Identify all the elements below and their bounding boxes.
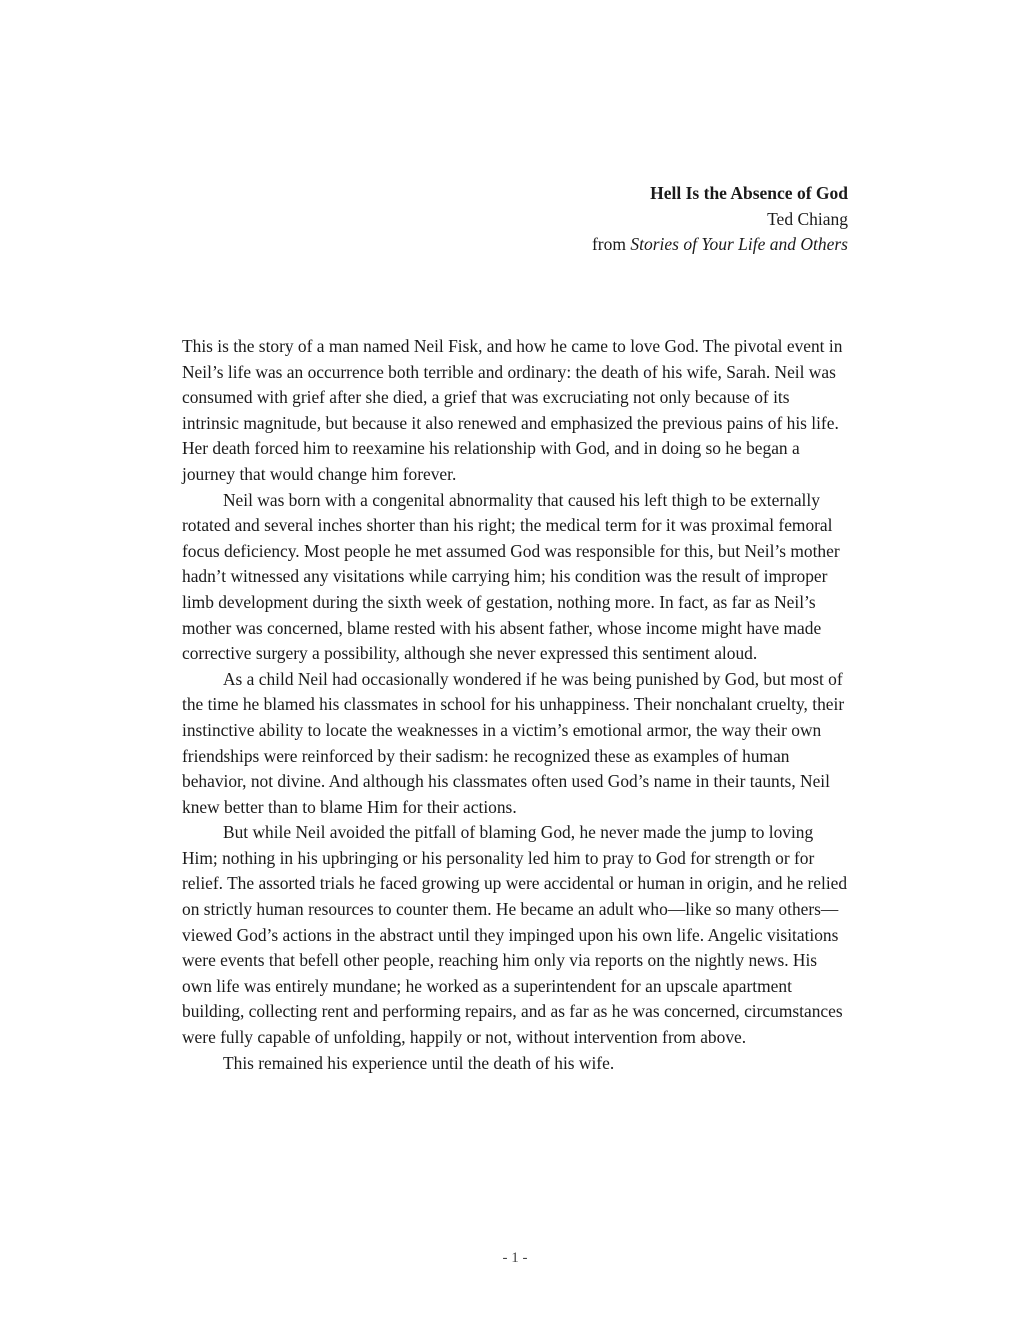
source-book-title: Stories of Your Life and Others	[630, 234, 848, 254]
source-prefix: from	[591, 234, 631, 254]
story-title: Hell Is the Absence of God	[650, 183, 848, 203]
paragraph-1: This is the story of a man named Neil Fisk, and how he came to love God. The pivotal event in Neil’s life was an occurrence both terrible and ordinary: the death of his wife, Sarah. Neil was consumed with grief after she died, a grief that was excruciating not only because of its intrinsic magnitude, but because it also renewed and emphasized the previous pains of his life. Her death forced him to reexamine his relationship with God, and in doing so he began a journey that would change him forever.	[182, 336, 843, 484]
paragraph-3: As a child Neil had occasionally wondered if he was being punished by God, but most of the time he blamed his classmates in school for his unhappiness. Their nonchalant cruelty, their instinctive ability to locate the weaknesses in a victim’s emotional armor, the way their own friendships were reinforced by their sadism: he recognized these as examples of human behavior, not divine. And although his classmates often used God’s name in their taunts, Neil knew better than to blame Him for their actions.	[182, 668, 845, 817]
page-number: - 1 -	[502, 1250, 528, 1266]
story-heading	[592, 181, 848, 258]
paragraph-5: This remained his experience until the death of his wife.	[223, 1052, 615, 1073]
story-author: Ted Chiang	[767, 208, 848, 229]
story-body	[182, 334, 850, 1076]
story-source	[592, 232, 848, 258]
paragraph-4: But while Neil avoided the pitfall of blaming God, he never made the jump to loving Him; nothing in his upbringing or his personality led him to pray to God for strength or for relief. The assorted trials he faced growing up were accidental or human in origin, and he relied on strictly human resources to counter them. He became an adult who—like so many others—viewed God’s actions in the abstract until they impinged upon his own life. Angelic visitations were events that befell other people, reaching him only via reports on the nightly news. His own life was entirely mundane; he worked as a superintendent for an upscale apartment building, collecting rent and performing repairs, and as far as he was concerned, circumstances were fully capable of unfolding, happily or not, without intervention from above.	[182, 822, 848, 1048]
paragraph-2: Neil was born with a congenital abnormality that caused his left thigh to be externally rotated and several inches shorter than his right; the medical term for it was proximal femoral focus deficiency. Most people he met assumed God was responsible for this, but Neil’s mother hadn’t witnessed any visitations while carrying him; his condition was the result of improper limb development during the sixth week of gestation, nothing more. In fact, as far as Neil’s mother was concerned, blame rested with his absent father, whose income might have made corrective surgery a possibility, although she never expressed this sentiment aloud.	[182, 489, 840, 664]
